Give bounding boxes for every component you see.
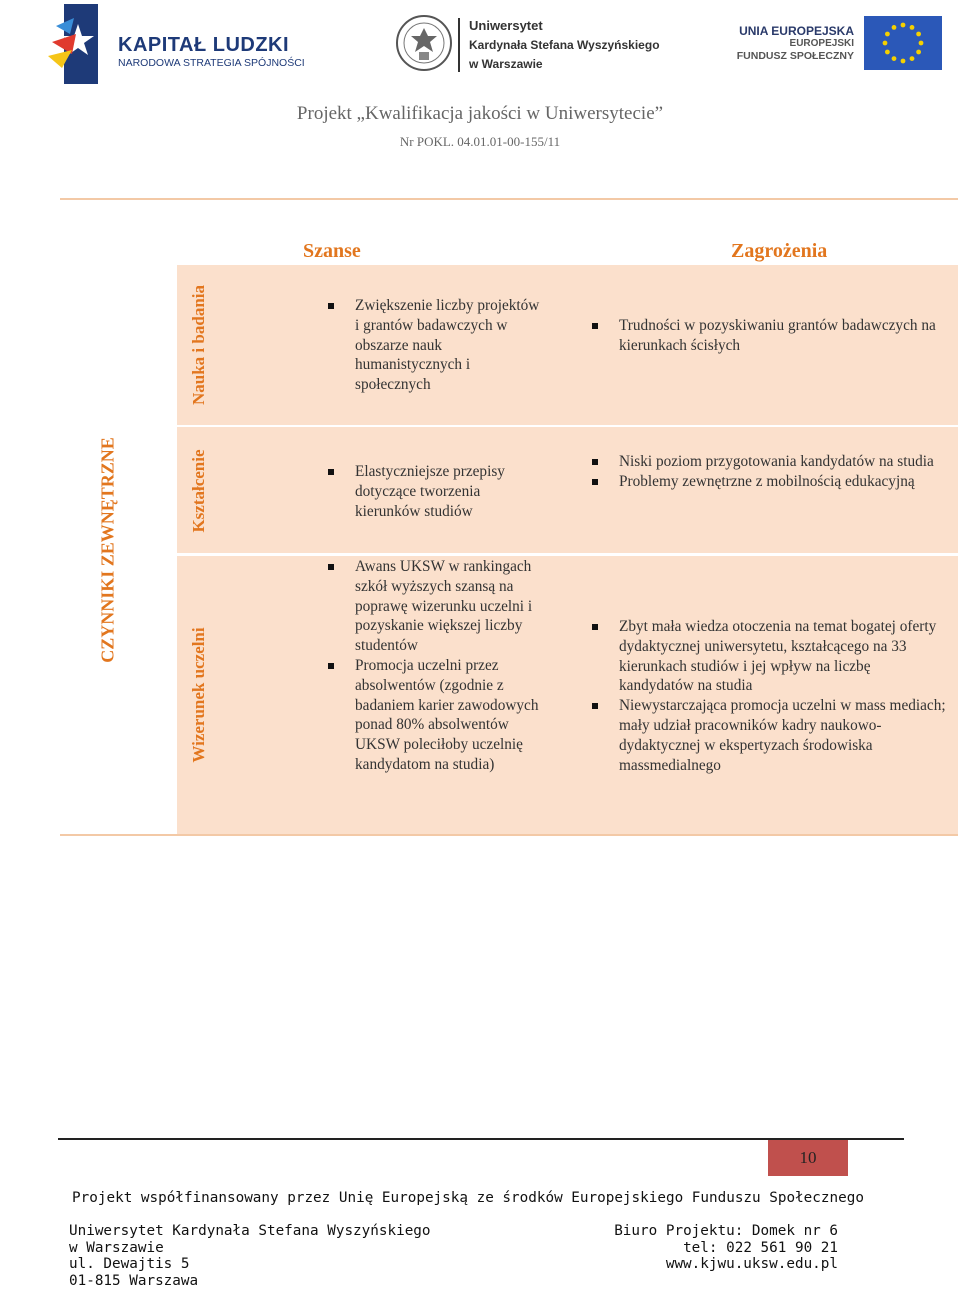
row-label-text: Nauka i badania	[189, 284, 208, 405]
list-item	[589, 472, 949, 492]
list-item	[589, 696, 949, 775]
university-name-line1: Uniwersytet	[469, 18, 543, 33]
opportunities-cell-image	[325, 557, 545, 775]
list-item	[325, 557, 545, 656]
column-header-opportunities: Szanse	[303, 240, 361, 262]
bullet-list	[325, 462, 545, 521]
bullet-icon	[328, 564, 334, 570]
eu-logo-line1: UNIA EUROPEJSKA	[739, 24, 854, 38]
threats-cell-image	[589, 617, 949, 775]
project-title: Projekt „Kwalifikacja jakości w Uniwersytecie”	[296, 103, 664, 124]
kapital-ludzki-logo	[48, 4, 308, 84]
opportunities-cell-education	[325, 462, 545, 521]
university-name-line3: w Warszawie	[469, 57, 543, 71]
bullet-icon	[328, 663, 334, 669]
kapital-ludzki-subtitle: NARODOWA STRATEGIA SPÓJNOŚCI	[118, 57, 305, 69]
list-item-text: Niski poziom przygotowania kandydatów na studia	[619, 453, 934, 470]
bullet-icon	[592, 479, 598, 485]
list-item-text: Trudności w pozyskiwaniu grantów badawczych na kierunkach ścisłych	[619, 317, 936, 354]
eu-logo	[736, 14, 942, 72]
footer-website-link[interactable]: www.kjwu.uksw.edu.pl	[665, 1256, 838, 1272]
list-item-text: Zwiększenie liczby projektów i grantów badawczych w obszarze nauk humanistycznych i społecznych	[355, 297, 540, 394]
bullet-icon	[592, 323, 598, 329]
bullet-icon	[592, 624, 598, 630]
kapital-ludzki-title: KAPITAŁ LUDZKI	[118, 34, 290, 56]
footer-address	[69, 1223, 431, 1289]
list-item-text: Niewystarczająca promocja uczelni w mass mediach; mały udział pracowników kadry naukowo-dydaktycznej w ekspertyzach środowiska massmedialnego	[619, 697, 946, 774]
eu-logo-line2: EUROPEJSKI	[789, 38, 854, 49]
footer-address-line: 01-815 Warszawa	[69, 1272, 199, 1289]
footer-address-line: ul. Dewajtis 5	[69, 1256, 190, 1272]
bullet-icon	[592, 459, 598, 465]
opportunities-cell-research	[325, 296, 545, 395]
list-item	[589, 617, 949, 696]
list-item-text: Elastyczniejsze przepisy dotyczące tworzenia kierunków studiów	[355, 463, 505, 520]
list-item	[589, 452, 949, 472]
list-item	[325, 296, 545, 395]
list-item	[325, 656, 545, 775]
external-factors-text: CZYNNIKI ZEWNĘTRZNE	[97, 437, 118, 663]
bullet-icon	[592, 703, 598, 709]
university-divider	[458, 18, 460, 72]
bullet-icon	[328, 469, 334, 475]
bullet-list	[325, 557, 545, 775]
threats-cell-research	[589, 316, 949, 356]
bullet-list	[589, 617, 949, 775]
bullet-icon	[328, 303, 334, 309]
row-label-text: Kształcenie	[189, 449, 208, 533]
footer-office-line: Biuro Projektu: Domek nr 6	[614, 1223, 838, 1239]
table-bottom-rule	[60, 834, 958, 836]
list-item-text: Promocja uczelni przez absolwentów (zgodnie z badaniem karier zawodowych ponad 80% absolwentów UKSW poleciłoby uczelnię kandydatom na studia)	[355, 656, 539, 773]
list-item-text: Problemy zewnętrzne z mobilnością edukacyjną	[619, 472, 915, 490]
list-item	[325, 462, 545, 521]
list-item-text: Awans UKSW w rankingach szkół wyższych szansą na poprawę wizerunku uczelni i pozyskanie większej liczby studentów	[355, 558, 533, 655]
bullet-list	[589, 316, 949, 356]
bullet-list	[589, 452, 949, 492]
threats-cell-education	[589, 452, 949, 492]
header-rule	[60, 198, 958, 200]
project-number: Nr POKL. 04.01.01-00-155/11	[399, 134, 561, 149]
bullet-list	[325, 296, 545, 395]
eu-flag-icon	[864, 16, 942, 70]
list-item-text: Zbyt mała wiedza otoczenia na temat bogatej oferty dydaktycznej uniwersytetu, kształcącego na 33 kierunkach studiów i jej wpływ na liczbę kandydatów na studia	[619, 618, 937, 695]
footer-phone-line: tel: 022 561 90 21	[683, 1239, 838, 1256]
university-logo	[395, 12, 675, 76]
footer-address-line: w Warszawie	[69, 1239, 164, 1256]
row-label-text: Wizerunek uczelni	[189, 627, 208, 763]
cofinancing-note: Projekt współfinansowany przez Unię Europejską ze środków Europejskiego Funduszu Społecznego	[72, 1190, 864, 1206]
footer-contact	[614, 1223, 838, 1273]
page-number: 10	[799, 1148, 817, 1167]
row-label-image	[187, 610, 211, 780]
kapital-ludzki-emblem-icon	[48, 4, 100, 84]
university-name-line2: Kardynała Stefana Wyszyńskiego	[469, 38, 660, 52]
row-label-education	[187, 436, 211, 546]
footer-address-line: Uniwersytet Kardynała Stefana Wyszyńskiego	[69, 1223, 431, 1239]
page-number-box	[768, 1140, 848, 1178]
row-label-research	[187, 272, 211, 417]
eu-logo-line3: FUNDUSZ SPOŁECZNY	[736, 50, 854, 62]
column-header-threats: Zagrożenia	[731, 240, 828, 262]
university-seal-icon	[395, 14, 453, 72]
list-item	[589, 316, 949, 356]
external-factors-label	[96, 435, 120, 665]
